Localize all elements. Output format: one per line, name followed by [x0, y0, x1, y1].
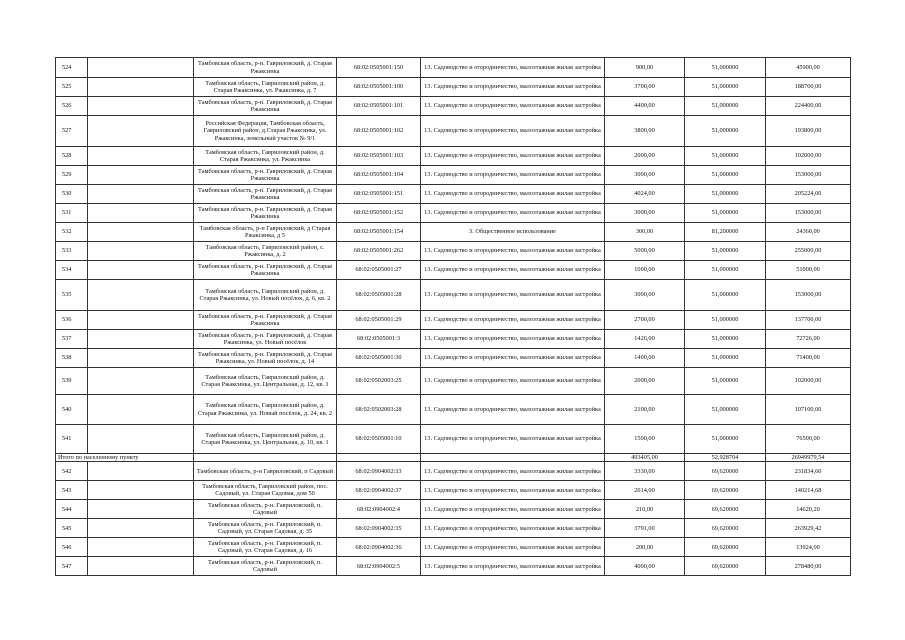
empty-cell	[88, 330, 194, 349]
rate-cell: 69,620000	[685, 481, 766, 500]
area-cell: 2100,00	[605, 395, 685, 425]
area-cell: 2000,00	[605, 368, 685, 395]
table-row	[56, 481, 851, 500]
rate-cell: 51,000000	[685, 311, 766, 330]
cadastral-value-cell: 278480,00	[766, 557, 851, 576]
area-cell: 3000,00	[605, 204, 685, 223]
area-cell: 900,00	[605, 58, 685, 78]
cadastral-value-cell: 153000,00	[766, 204, 851, 223]
cadastral-number-cell: 68:02:0505001:101	[337, 97, 421, 116]
cadastral-value-cell: 76500,00	[766, 425, 851, 454]
empty-cell	[88, 311, 194, 330]
empty-cell	[88, 185, 194, 204]
cadastral-number-cell: 68:02:0505001:103	[337, 147, 421, 166]
cadastral-value-cell: 255000,00	[766, 242, 851, 261]
cadastral-number-cell: 68:02:0502003:25	[337, 368, 421, 395]
row-number-cell: 545	[56, 519, 88, 538]
cadastral-value-cell: 205224,00	[766, 185, 851, 204]
cadastral-value-cell: 231834,60	[766, 462, 851, 481]
empty-cell	[88, 116, 194, 147]
rate-cell: 51,000000	[685, 330, 766, 349]
empty-cell	[88, 462, 194, 481]
area-cell: 4024,00	[605, 185, 685, 204]
cadastral-value-cell: 71400,00	[766, 349, 851, 368]
address-cell: Тамбовская область, р-н. Гавриловский, п. Садовый	[194, 557, 337, 576]
empty-cell	[88, 519, 194, 538]
row-number-cell: 547	[56, 557, 88, 576]
cadastral-value-cell: 263929,42	[766, 519, 851, 538]
cadastral-value-cell: 224400,00	[766, 97, 851, 116]
address-cell: Тамбовская область, р-н. Гавриловский, д. Старая Ржаксинка	[194, 311, 337, 330]
address-cell: Тамбовская область, Гавриловский район, д. Старая Ржаксинка, ул. Ржаксинка, д. 7	[194, 78, 337, 97]
empty-cell	[88, 97, 194, 116]
cadastral-number-cell: 68:02:0904002:33	[337, 462, 421, 481]
cadastral-number-cell: 68:02:0904002:5	[337, 557, 421, 576]
empty-cell	[88, 280, 194, 311]
address-cell: Тамбовская область, р-н. Гавриловский, д. Старая Ржаксинка, ул. Новый посёлок, д. 14	[194, 349, 337, 368]
empty-cell	[88, 223, 194, 242]
table-body	[56, 58, 851, 576]
cadastral-number-cell: 68:02:0904002:37	[337, 481, 421, 500]
rate-cell: 51,000000	[685, 395, 766, 425]
land-use-cell: 13. Садоводство и огородничество, малоэтажная жилая застройка	[421, 78, 605, 97]
cadastral-number-cell: 68:02:0505001:104	[337, 166, 421, 185]
land-use-cell: 13. Садоводство и огородничество, малоэтажная жилая застройка	[421, 116, 605, 147]
table-row	[56, 58, 851, 78]
area-cell: 3700,00	[605, 78, 685, 97]
land-use-cell: 13. Садоводство и огородничество, малоэтажная жилая застройка	[421, 311, 605, 330]
cadastral-number-cell: 68:02:0505001:152	[337, 204, 421, 223]
area-cell: 3000,00	[605, 166, 685, 185]
total-area: 493405,00	[605, 454, 685, 462]
rate-cell: 51,000000	[685, 425, 766, 454]
row-number-cell: 532	[56, 223, 88, 242]
row-number-cell: 546	[56, 538, 88, 557]
land-use-cell: 13. Садоводство и огородничество, малоэтажная жилая застройка	[421, 500, 605, 519]
land-use-cell: 13. Садоводство и огородничество, малоэтажная жилая застройка	[421, 242, 605, 261]
address-cell: Тамбовская область, Гавриловский район, д. Старая Ржаксинка, ул. Центральная, д. 10, кв. 1	[194, 425, 337, 454]
empty-cell	[88, 166, 194, 185]
empty-cell	[88, 368, 194, 395]
cadastral-number-cell: 68:02:0505001:154	[337, 223, 421, 242]
address-cell: Тамбовская область, р-н. Гавриловский, п. Садовый, ул. Старая Садовая, д. 16	[194, 538, 337, 557]
cadastral-value-cell: 188700,00	[766, 78, 851, 97]
rate-cell: 51,000000	[685, 261, 766, 280]
land-use-cell: 13. Садоводство и огородничество, малоэтажная жилая застройка	[421, 538, 605, 557]
cadastral-value-cell: 24360,00	[766, 223, 851, 242]
table-row	[56, 147, 851, 166]
area-cell: 210,00	[605, 500, 685, 519]
rate-cell: 51,000000	[685, 185, 766, 204]
area-cell: 2000,00	[605, 147, 685, 166]
table-row	[56, 78, 851, 97]
table-row	[56, 261, 851, 280]
rate-cell: 51,000000	[685, 242, 766, 261]
cadastral-number-cell: 68:02:0505001:30	[337, 349, 421, 368]
table-row	[56, 557, 851, 576]
land-use-cell: 13. Садоводство и огородничество, малоэтажная жилая застройка	[421, 166, 605, 185]
cadastral-value-cell: 137700,00	[766, 311, 851, 330]
total-label: Итого по населенному пункту	[56, 454, 194, 462]
table-row	[56, 311, 851, 330]
empty-cell	[88, 538, 194, 557]
table-row	[56, 166, 851, 185]
land-use-cell: 13. Садоводство и огородничество, малоэтажная жилая застройка	[421, 261, 605, 280]
area-cell: 1000,00	[605, 261, 685, 280]
rate-cell: 51,000000	[685, 280, 766, 311]
empty-cell	[337, 454, 421, 462]
table-row	[56, 368, 851, 395]
land-use-cell: 13. Садоводство и огородничество, малоэтажная жилая застройка	[421, 557, 605, 576]
area-cell: 5000,00	[605, 242, 685, 261]
empty-cell	[88, 500, 194, 519]
cadastral-number-cell: 68:02:0505001:102	[337, 116, 421, 147]
rate-cell: 51,000000	[685, 58, 766, 78]
empty-cell	[88, 58, 194, 78]
land-use-cell: 13. Садоводство и огородничество, малоэтажная жилая застройка	[421, 185, 605, 204]
empty-cell	[88, 481, 194, 500]
table-row	[56, 349, 851, 368]
area-cell: 3800,00	[605, 116, 685, 147]
rate-cell: 69,620000	[685, 519, 766, 538]
address-cell: Тамбовская область, Гавриловский район, пос. Садовый, ул. Старая Садовая, дом 50	[194, 481, 337, 500]
area-cell: 200,00	[605, 538, 685, 557]
row-number-cell: 543	[56, 481, 88, 500]
empty-cell	[88, 349, 194, 368]
rate-cell: 51,000000	[685, 147, 766, 166]
table-row	[56, 519, 851, 538]
land-use-cell: 13. Садоводство и огородничество, малоэтажная жилая застройка	[421, 425, 605, 454]
cadastral-number-cell: 68:02:0904002:36	[337, 538, 421, 557]
row-number-cell: 542	[56, 462, 88, 481]
cadastral-value-cell: 51000,00	[766, 261, 851, 280]
land-use-cell: 13. Садоводство и огородничество, малоэтажная жилая застройка	[421, 462, 605, 481]
empty-cell	[88, 557, 194, 576]
address-cell: Тамбовская область, р-н. Гавриловский, д. Старая Ржаксинка	[194, 185, 337, 204]
cadastral-value-cell: 13924,00	[766, 538, 851, 557]
land-use-cell: 3. Общественное использование	[421, 223, 605, 242]
cadastral-number-cell: 68:02:0505001:10	[337, 425, 421, 454]
area-cell: 4400,00	[605, 97, 685, 116]
cadastral-value-cell: 153000,00	[766, 166, 851, 185]
row-number-cell: 535	[56, 280, 88, 311]
rate-cell: 69,620000	[685, 462, 766, 481]
address-cell: Тамбовская область, р-н. Гавриловский, д. Старая Ржаксинка	[194, 166, 337, 185]
empty-cell	[88, 242, 194, 261]
table-row	[56, 538, 851, 557]
land-use-cell: 13. Садоводство и огородничество, малоэтажная жилая застройка	[421, 204, 605, 223]
land-use-cell: 13. Садоводство и огородничество, малоэтажная жилая застройка	[421, 97, 605, 116]
land-use-cell: 13. Садоводство и огородничество, малоэтажная жилая застройка	[421, 481, 605, 500]
rate-cell: 51,000000	[685, 116, 766, 147]
table-row	[56, 500, 851, 519]
address-cell: Российская Федерация, Тамбовская область, Гавриловский район, д.Старая Ржаксинка, ул. Ржаксинка, земельный участок № 9/1	[194, 116, 337, 147]
address-cell: Тамбовская область, р-н Гавриловский, д Старая Ржаксинка, д 5	[194, 223, 337, 242]
row-number-cell: 539	[56, 368, 88, 395]
cadastral-number-cell: 68:02:0505001:28	[337, 280, 421, 311]
empty-cell	[194, 454, 337, 462]
land-use-cell: 13. Садоводство и огородничество, малоэтажная жилая застройка	[421, 349, 605, 368]
table-row	[56, 395, 851, 425]
table-row	[56, 425, 851, 454]
row-number-cell: 536	[56, 311, 88, 330]
cadastral-value-cell: 140214,68	[766, 481, 851, 500]
area-cell: 1426,00	[605, 330, 685, 349]
empty-cell	[88, 204, 194, 223]
address-cell: Тамбовская область, р-н. Гавриловский, п. Садовый, ул. Старая Садовая, д. 35	[194, 519, 337, 538]
land-use-cell: 13. Садоводство и огородничество, малоэтажная жилая застройка	[421, 330, 605, 349]
table-row	[56, 330, 851, 349]
row-number-cell: 533	[56, 242, 88, 261]
total-value: 26949979,54	[766, 454, 851, 462]
cadastral-number-cell: 68:02:0502003:28	[337, 395, 421, 425]
address-cell: Тамбовская область, р-н. Гавриловский, п. Садовый	[194, 500, 337, 519]
table-row	[56, 185, 851, 204]
area-cell: 2014,00	[605, 481, 685, 500]
address-cell: Тамбовская область, р-н. Гавриловский, д. Старая Ржаксинка	[194, 261, 337, 280]
address-cell: Тамбовская область, р-н. Гавриловский, д. Старая Ржаксинка	[194, 58, 337, 78]
cadastral-value-cell: 102000,00	[766, 147, 851, 166]
address-cell: Тамбовская область, р-н Гавриловский, п Садовый	[194, 462, 337, 481]
cadastral-number-cell: 68:02:0505001:151	[337, 185, 421, 204]
area-cell: 1400,00	[605, 349, 685, 368]
land-use-cell: 13. Садоводство и огородничество, малоэтажная жилая застройка	[421, 395, 605, 425]
cadastral-number-cell: 68:02:0904002:4	[337, 500, 421, 519]
cadastral-value-cell: 45900,00	[766, 58, 851, 78]
cadastral-value-cell: 107100,00	[766, 395, 851, 425]
empty-cell	[88, 147, 194, 166]
rate-cell: 51,000000	[685, 166, 766, 185]
cadastral-value-cell: 14620,20	[766, 500, 851, 519]
rate-cell: 69,620000	[685, 538, 766, 557]
address-cell: Тамбовская область, Гавриловский район, с. Ржаксинка, д. 2	[194, 242, 337, 261]
address-cell: Тамбовская область, Гавриловский район, д. Старая Ржаксинка, ул. Новый посёлок, д. 24, кв. 2	[194, 395, 337, 425]
total-rate: 52,928704	[685, 454, 766, 462]
area-cell: 2700,00	[605, 311, 685, 330]
row-number-cell: 531	[56, 204, 88, 223]
area-cell: 1500,00	[605, 425, 685, 454]
cadastral-number-cell: 68:02:0505001:27	[337, 261, 421, 280]
area-cell: 4000,00	[605, 557, 685, 576]
row-number-cell: 541	[56, 425, 88, 454]
rate-cell: 69,620000	[685, 557, 766, 576]
cadastral-number-cell: 68:02:0505001:3	[337, 330, 421, 349]
area-cell: 3000,00	[605, 280, 685, 311]
table-row	[56, 204, 851, 223]
row-number-cell: 530	[56, 185, 88, 204]
address-cell: Тамбовская область, р-н. Гавриловский, д. Старая Ржаксинка, ул. Новый посёлок	[194, 330, 337, 349]
empty-cell	[421, 454, 605, 462]
cadastral-value-cell: 102000,00	[766, 368, 851, 395]
empty-cell	[88, 395, 194, 425]
row-number-cell: 540	[56, 395, 88, 425]
rate-cell: 51,000000	[685, 204, 766, 223]
rate-cell: 51,000000	[685, 78, 766, 97]
table-row	[56, 223, 851, 242]
land-use-cell: 13. Садоводство и огородничество, малоэтажная жилая застройка	[421, 58, 605, 78]
empty-cell	[88, 78, 194, 97]
land-use-cell: 13. Садоводство и огородничество, малоэтажная жилая застройка	[421, 280, 605, 311]
address-cell: Тамбовская область, р-н. Гавриловский, д. Старая Ржаксинка	[194, 204, 337, 223]
land-use-cell: 13. Садоводство и огородничество, малоэтажная жилая застройка	[421, 368, 605, 395]
area-cell: 3330,00	[605, 462, 685, 481]
address-cell: Тамбовская область, р-н. Гавриловский, д. Старая Ржаксинка	[194, 97, 337, 116]
address-cell: Тамбовская область, Гавриловский район, д. Старая Ржаксинка, ул. Центральная, д. 12, кв. 1	[194, 368, 337, 395]
address-cell: Тамбовская область, Гавриловский район, д. Старая Ржаксинка, ул. Новый посёлок, д. 6, кв. 2	[194, 280, 337, 311]
table-row	[56, 280, 851, 311]
row-number-cell: 528	[56, 147, 88, 166]
rate-cell: 51,000000	[685, 349, 766, 368]
row-number-cell: 527	[56, 116, 88, 147]
row-number-cell: 524	[56, 58, 88, 78]
cadastral-value-cell: 72726,00	[766, 330, 851, 349]
cadastral-number-cell: 68:02:0904002:35	[337, 519, 421, 538]
row-number-cell: 544	[56, 500, 88, 519]
cadastral-number-cell: 68:02:0505001:29	[337, 311, 421, 330]
land-use-cell: 13. Садоводство и огородничество, малоэтажная жилая застройка	[421, 147, 605, 166]
rate-cell: 69,620000	[685, 500, 766, 519]
cadastral-value-cell: 153000,00	[766, 280, 851, 311]
area-cell: 300,00	[605, 223, 685, 242]
rate-cell: 51,000000	[685, 368, 766, 395]
rate-cell: 81,200000	[685, 223, 766, 242]
row-number-cell: 529	[56, 166, 88, 185]
cadastral-number-cell: 68:02:0505001:100	[337, 78, 421, 97]
address-cell: Тамбовская область, Гавриловский район, д. Старая Ржаксинка, ул. Ржаксинка	[194, 147, 337, 166]
table-row	[56, 116, 851, 147]
table-row	[56, 242, 851, 261]
cadastral-number-cell: 68:02:0505001:262	[337, 242, 421, 261]
table-row	[56, 97, 851, 116]
row-number-cell: 525	[56, 78, 88, 97]
rate-cell: 51,000000	[685, 97, 766, 116]
area-cell: 3791,00	[605, 519, 685, 538]
row-number-cell: 526	[56, 97, 88, 116]
table-row	[56, 462, 851, 481]
empty-cell	[88, 425, 194, 454]
land-use-cell: 13. Садоводство и огородничество, малоэтажная жилая застройка	[421, 519, 605, 538]
row-number-cell: 537	[56, 330, 88, 349]
land-parcels-table	[55, 57, 851, 576]
row-number-cell: 538	[56, 349, 88, 368]
cadastral-number-cell: 68:02:0505001:150	[337, 58, 421, 78]
cadastral-value-cell: 193800,00	[766, 116, 851, 147]
total-row	[56, 454, 851, 462]
empty-cell	[88, 261, 194, 280]
row-number-cell: 534	[56, 261, 88, 280]
